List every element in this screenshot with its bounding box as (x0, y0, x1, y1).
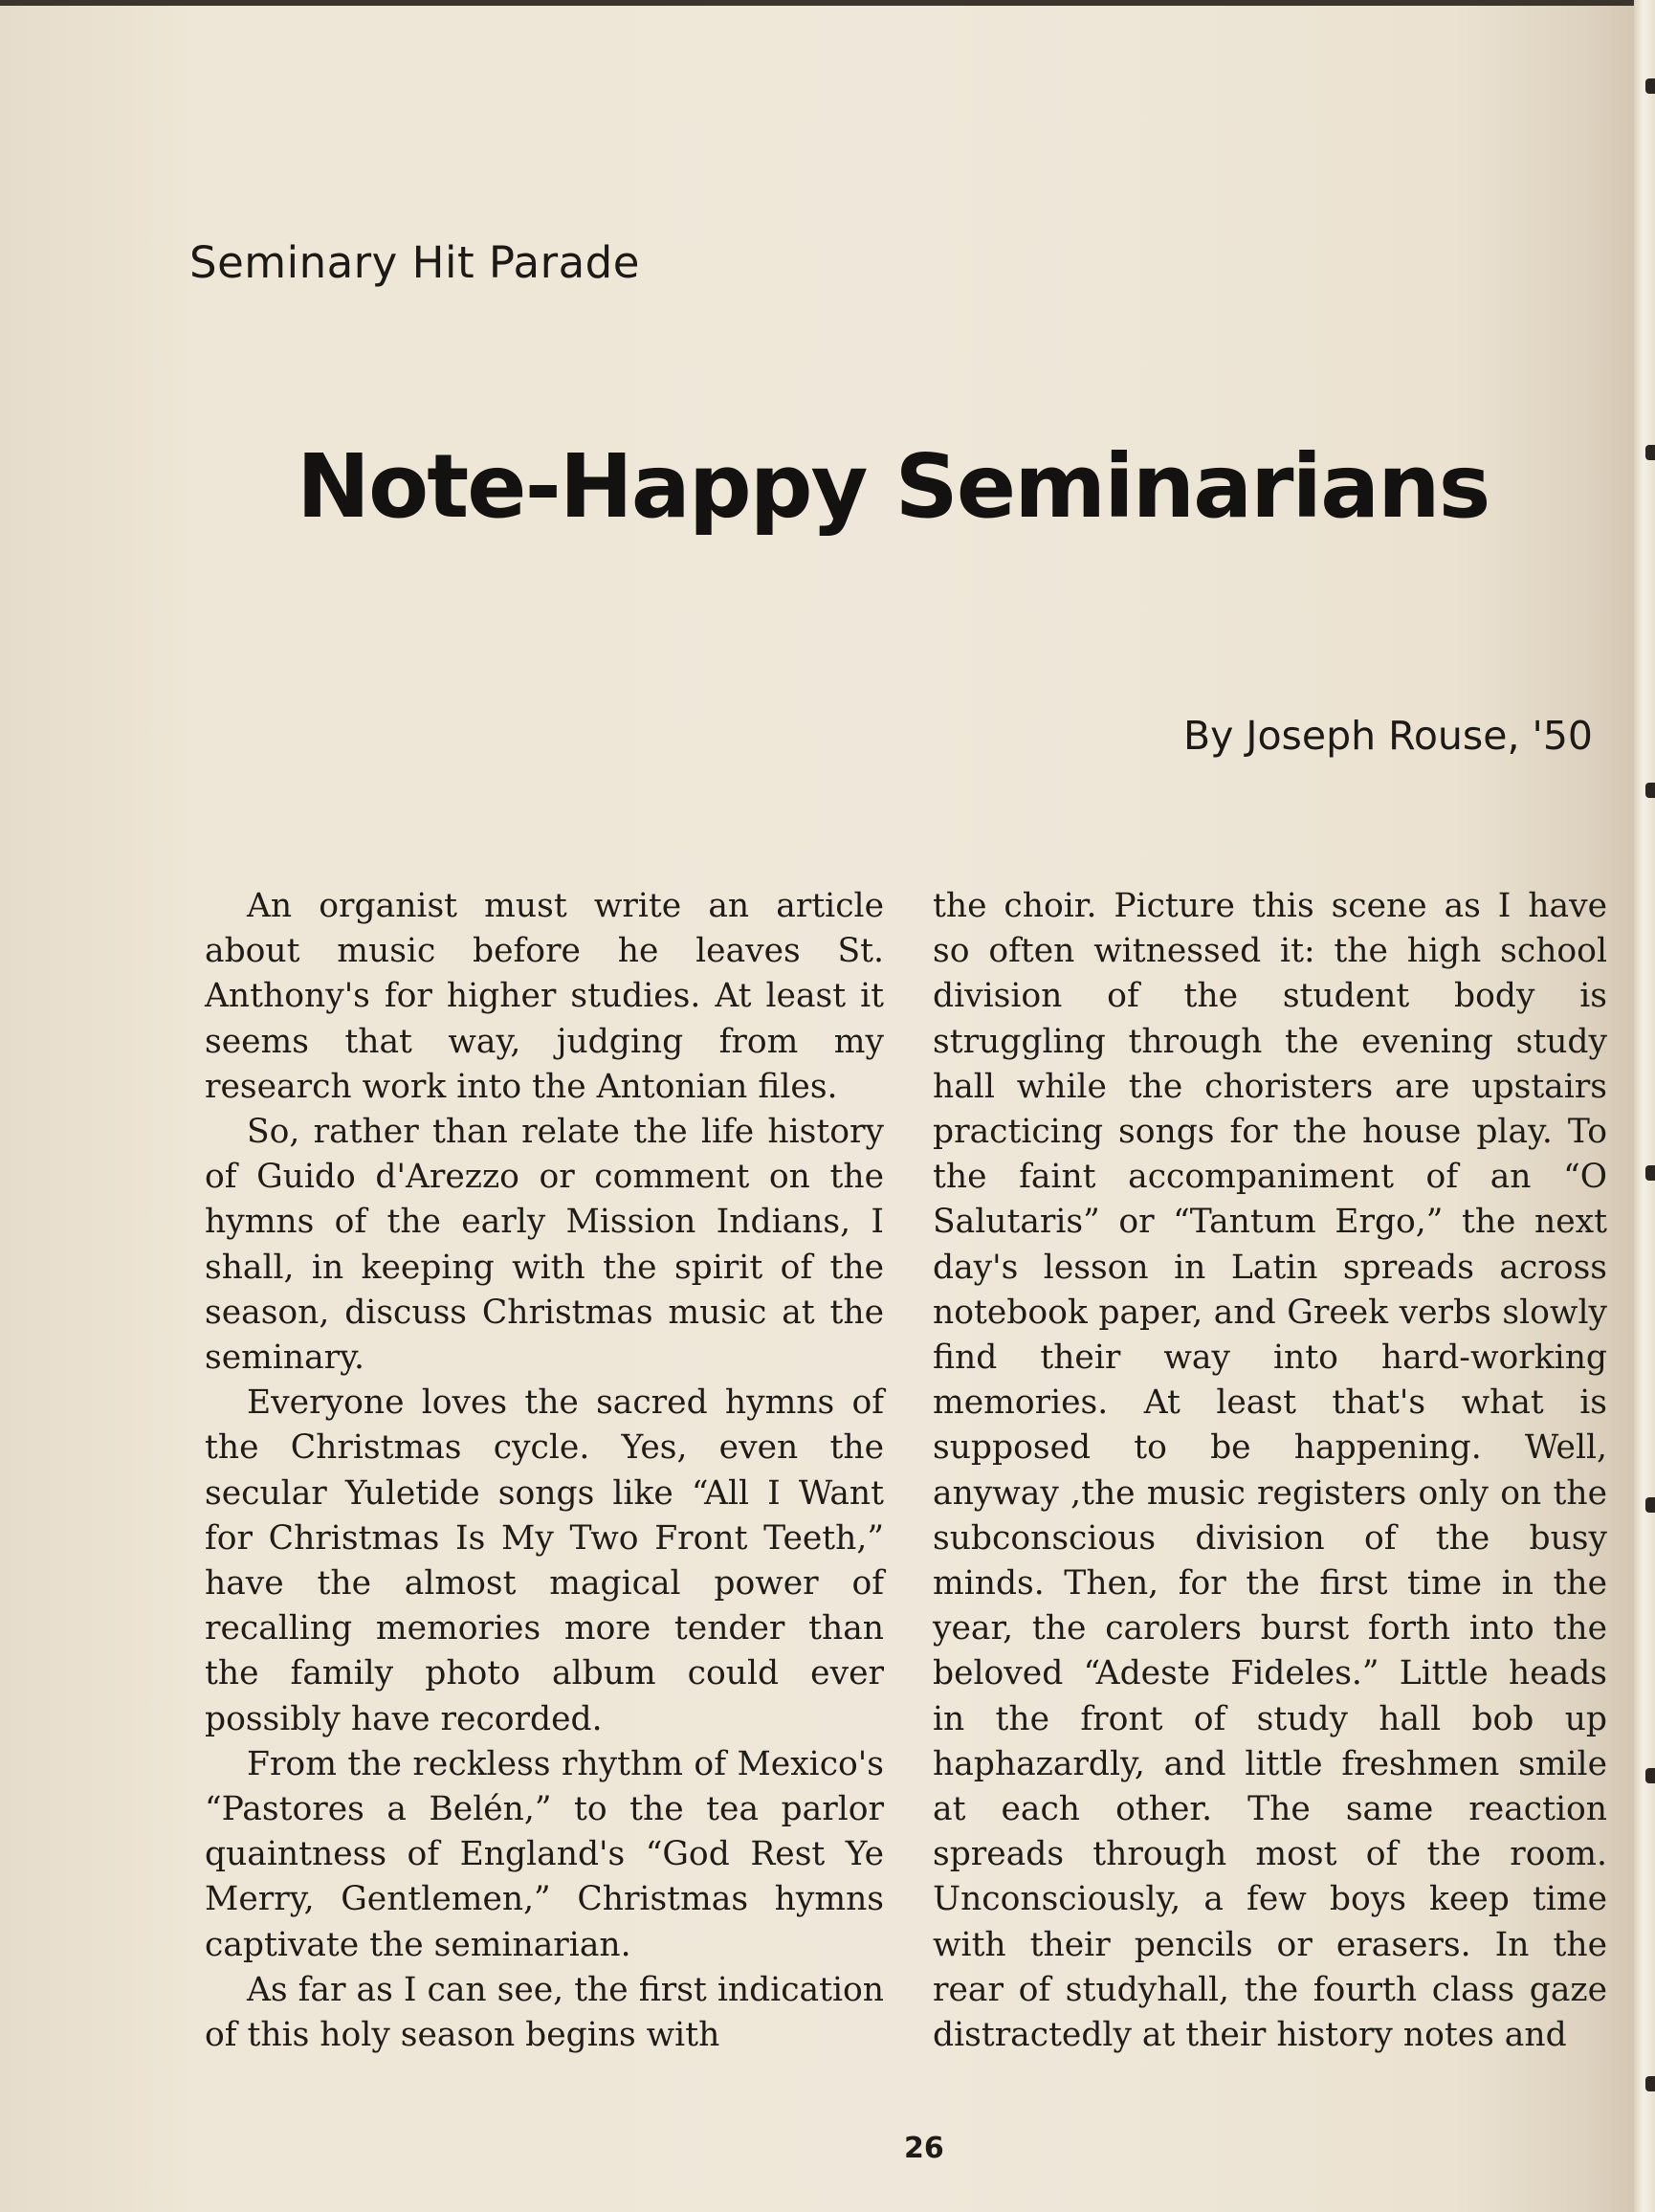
article-headline: Note-Happy Seminarians (297, 435, 1490, 538)
paragraph: An organist must write an article about music before he leaves St. Anthony's for higher studies. At least it seems that way, judging from my research work into the Antonian files. (205, 887, 884, 1106)
article-column-right (933, 884, 1607, 2058)
binding-mark (1645, 78, 1655, 94)
section-label: Seminary Hit Parade (189, 237, 640, 288)
binding-mark (1645, 783, 1655, 798)
paragraph: From the reckless rhythm of Mexico's “Pastores a Belén,” to the tea parlor quaintness of England's “God Rest Ye Merry, Gentlemen,” Christmas hymns captivate the seminarian. (205, 1744, 884, 1964)
paragraph: Everyone loves the sacred hymns of the Christmas cycle. Yes, even the secular Yuletide songs like “All I Want for Christmas Is My Two Front Teeth,” have the almost magical power of recalling memories more tender than the family photo album could ever possibly have recorded. (205, 1383, 884, 1738)
article-byline: By Joseph Rouse, '50 (1182, 713, 1593, 759)
binding-edge (1634, 0, 1655, 2212)
page-top-edge (0, 0, 1655, 6)
paragraph: As far as I can see, the first indication of this holy season begins with (205, 1970, 884, 2055)
binding-mark (1645, 1768, 1655, 1783)
paragraph: the choir. Picture this scene as I have so often witnessed it: the high school division of the student body is struggling through the evening study hall while the choristers are upstairs practicing songs for the house play. To the faint accompaniment of an “O Salutaris” or “Tantum Ergo,” the next day's lesson in Latin spreads across notebook paper, and Greek verbs slowly find their way into hard-working memories. At least that's what is supposed to be happening. Well, anyway ,the music registers only on the subconscious division of the busy minds. Then, for the first time in the year, the carolers burst forth into the beloved “Adeste Fideles.” Little heads in the front of study hall bob up haphazardly, and little freshmen smile at each other. The same reaction spreads through most of the room. Unconsciously, a few boys keep time with their pencils or erasers. In the rear of studyhall, the fourth class gaze distractedly at their history notes and (933, 887, 1607, 2055)
article-column-left (205, 884, 884, 2058)
binding-mark (1645, 445, 1655, 460)
binding-mark (1645, 1497, 1655, 1513)
paragraph: So, rather than relate the life history of Guido d'Arezzo or comment on the hymns of the early Mission Indians, I shall, in keeping with the spirit of the season, discuss Christmas music at the seminary. (205, 1113, 884, 1378)
binding-mark (1645, 2076, 1655, 2091)
binding-mark (1645, 1165, 1655, 1181)
page-number: 26 (904, 2132, 944, 2165)
